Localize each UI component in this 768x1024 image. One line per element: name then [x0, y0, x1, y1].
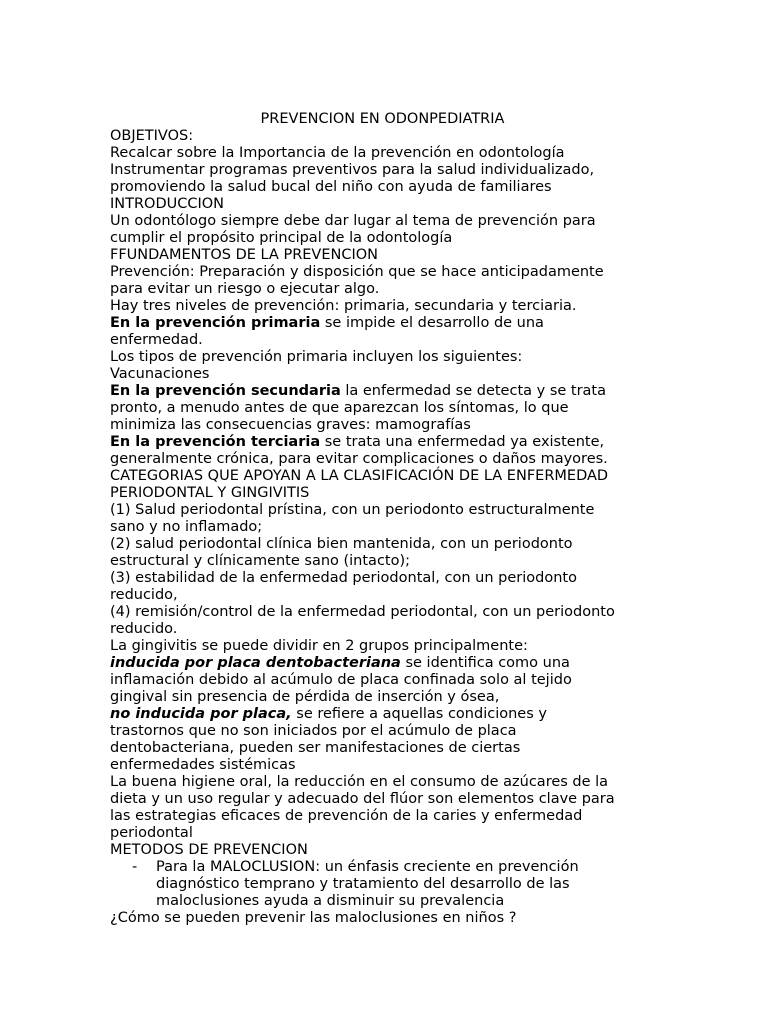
objetivos-line: Recalcar sobre la Importancia de la prevención en odontología	[110, 145, 565, 161]
closing-question: ¿Cómo se pueden prevenir las maloclusiones en niños ?	[110, 910, 517, 926]
objetivos-line: promoviendo la salud bucal del niño con ayuda de familiares	[110, 179, 552, 195]
fundamentos-line: Hay tres niveles de prevención: primaria, secundaria y terciaria.	[110, 298, 577, 314]
no-inducida-line: dentobacteriana, pueden ser manifestaciones de ciertas	[110, 740, 521, 756]
categorias-line: (2) salud periodontal clínica bien mantenida, con un periodonto	[110, 536, 573, 552]
inducida-line	[110, 655, 655, 672]
higiene-line: las estrategias eficaces de prevención de la caries y enfermedad	[110, 808, 583, 824]
fundamentos-line: Prevención: Preparación y disposición que se hace anticipadamente	[110, 264, 604, 280]
higiene-line: La buena higiene oral, la reducción en el consumo de azúcares de la	[110, 774, 609, 790]
primaria-line: Los tipos de prevención primaria incluyen los siguientes:	[110, 349, 523, 365]
inducida-term: inducida por placa dentobacteriana	[110, 655, 401, 671]
fundamentos-heading: FFUNDAMENTOS DE LA PREVENCION	[110, 247, 379, 263]
categorias-line: reducido.	[110, 621, 178, 637]
inducida-line: inflamación debido al acúmulo de placa confinada solo al tejido	[110, 672, 572, 688]
secundaria-line	[110, 383, 655, 400]
no-inducida-line: enfermedades sistémicas	[110, 757, 296, 773]
objetivos-line: Instrumentar programas preventivos para la salud individualizado,	[110, 162, 595, 178]
categorias-line: CATEGORIAS QUE APOYAN A LA CLASIFICACIÓN DE LA ENFERMEDAD	[110, 468, 609, 484]
primaria-text: se impide el desarrollo de una	[320, 315, 544, 331]
introduccion-line: Un odontólogo siempre debe dar lugar al tema de prevención para	[110, 213, 596, 229]
inducida-text: se identifica como una	[400, 655, 570, 671]
secundaria-line: pronto, a menudo antes de que aparezcan los síntomas, lo que	[110, 400, 569, 416]
document-page	[110, 111, 655, 927]
bullet-list-item	[110, 859, 655, 910]
introduccion-line: cumplir el propósito principal de la odontología	[110, 230, 453, 246]
primaria-line: enfermedad.	[110, 332, 203, 348]
secundaria-text: la enfermedad se detecta y se trata	[340, 383, 607, 399]
categorias-line: (3) estabilidad de la enfermedad periodontal, con un periodonto	[110, 570, 577, 586]
fundamentos-line: para evitar un riesgo o ejecutar algo.	[110, 281, 380, 297]
terciaria-term: En la prevención terciaria	[110, 434, 321, 450]
categorias-line: PERIODONTAL Y GINGIVITIS	[110, 485, 310, 501]
categorias-line: (4) remisión/control de la enfermedad periodontal, con un periodonto	[110, 604, 615, 620]
no-inducida-line	[110, 706, 655, 723]
primaria-term: En la prevención primaria	[110, 315, 321, 331]
secundaria-line: minimiza las consecuencias graves: mamografías	[110, 417, 471, 433]
bullet-line: diagnóstico temprano y tratamiento del desarrollo de las	[156, 876, 570, 892]
terciaria-line	[110, 434, 655, 451]
terciaria-line: generalmente crónica, para evitar complicaciones o daños mayores.	[110, 451, 608, 467]
categorias-line: La gingivitis se puede dividir en 2 grupos principalmente:	[110, 638, 528, 654]
higiene-line: periodontal	[110, 825, 193, 841]
higiene-line: dieta y un uso regular y adecuado del flúor son elementos clave para	[110, 791, 615, 807]
inducida-line: gingival sin presencia de pérdida de inserción y ósea,	[110, 689, 500, 705]
metodos-heading: METODOS DE PREVENCION	[110, 842, 308, 858]
categorias-line: reducido,	[110, 587, 178, 603]
no-inducida-line: trastornos que no son iniciados por el acúmulo de placa	[110, 723, 517, 739]
primaria-line: Vacunaciones	[110, 366, 210, 382]
no-inducida-term: no inducida por placa,	[110, 706, 292, 722]
categorias-line: (1) Salud periodontal prístina, con un periodonto estructuralmente	[110, 502, 595, 518]
primaria-line	[110, 315, 655, 332]
no-inducida-text: se refiere a aquellas condiciones y	[291, 706, 547, 722]
categorias-line: sano y no inflamado;	[110, 519, 263, 535]
terciaria-text: se trata una enfermedad ya existente,	[320, 434, 605, 450]
introduccion-heading: INTRODUCCION	[110, 196, 225, 212]
dash-bullet-icon: -	[132, 859, 138, 875]
secundaria-term: En la prevención secundaria	[110, 383, 341, 399]
objetivos-heading: OBJETIVOS:	[110, 128, 194, 144]
categorias-line: estructural y clínicamente sano (intacto);	[110, 553, 411, 569]
bullet-line: Para la MALOCLUSION: un énfasis creciente en prevención	[156, 859, 579, 875]
bullet-line: maloclusiones ayuda a disminuir su prevalencia	[156, 893, 505, 909]
page-title: PREVENCION EN ODONPEDIATRIA	[260, 111, 505, 127]
